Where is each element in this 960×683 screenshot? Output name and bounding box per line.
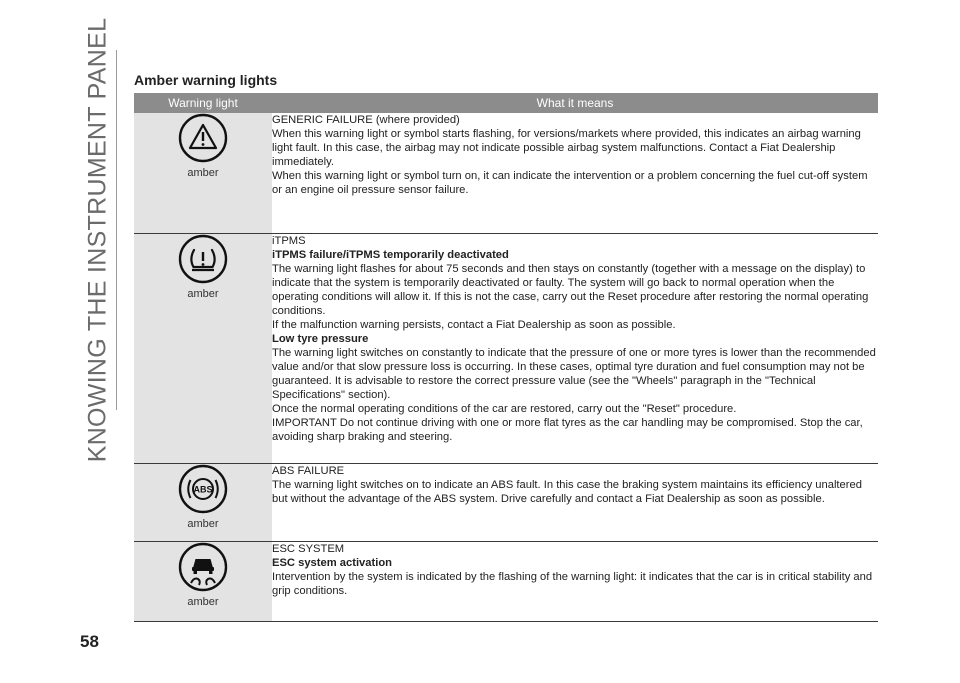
- triangle-warning-icon: [178, 113, 228, 163]
- table-row-itpms: [134, 233, 878, 463]
- icon-color-label: amber: [187, 167, 219, 179]
- tpms-icon: [178, 234, 228, 284]
- row-title: ESC SYSTEM: [272, 542, 345, 555]
- icon-color-label: amber: [187, 595, 219, 608]
- description-cell: [272, 463, 878, 541]
- icon-color-label: amber: [187, 517, 219, 530]
- row-text: IMPORTANT Do not continue driving with one or more flat tyres as the car handling may be compromised. Stop the car, avoiding sharp braking and steering.: [272, 416, 863, 443]
- row-text: When this warning light or symbol turn on, it can indicate the intervention or a problem concerning the fuel cut-off system or an engine oil pressure sensor failure.: [272, 170, 868, 196]
- icon-cell: [134, 113, 272, 233]
- table-row-esc-system: [134, 541, 878, 621]
- page-heading: Amber warning lights: [134, 72, 278, 88]
- page-number: 58: [80, 632, 99, 651]
- description-cell: [272, 541, 878, 621]
- column-header-meaning: What it means: [272, 93, 878, 113]
- row-text: When this warning light or symbol starts flashing, for versions/markets where provided, this indicates an airbag warning light fault. In this case, the airbag may not indicate possible airbag system malfunctions. Contact a Fiat Dealership immediately.: [272, 128, 861, 168]
- row-subtitle: ESC system activation: [272, 556, 393, 569]
- table-row-abs-failure: [134, 463, 878, 541]
- row-subtitle: iTPMS failure/iTPMS temporarily deactivated: [272, 248, 509, 261]
- icon-cell: [134, 233, 272, 463]
- abs-icon: [178, 464, 228, 514]
- description-cell: [272, 233, 878, 463]
- column-header-warning-light: Warning light: [134, 93, 272, 113]
- row-text: The warning light flashes for about 75 seconds and then stays on constantly (together with a message on the display) to indicate that the system is temporarily deactivated or faulty. The system will go back to normal operation when the operating conditions will allow it. If this is not the case, carry out the Reset procedure after restoring the normal operating conditions.: [272, 262, 869, 317]
- row-title: GENERIC FAILURE (where provided): [272, 114, 460, 126]
- description-cell: [272, 113, 878, 233]
- row-text: Intervention by the system is indicated by the flashing of the warning light: it indicates that the car is in critical stability and grip conditions.: [272, 570, 873, 597]
- section-side-title: [78, 17, 118, 463]
- icon-color-label: amber: [187, 287, 219, 300]
- table-header-row: [134, 93, 878, 113]
- abs-icon-text: ABS: [193, 484, 213, 494]
- section-side-title-text: KNOWING THE INSTRUMENT PANEL: [83, 17, 112, 463]
- section-side-rule: [116, 50, 117, 410]
- row-subtitle: Low tyre pressure: [272, 332, 369, 345]
- row-text: The warning light switches on to indicate an ABS fault. In this case the braking system maintains its efficiency unaltered but without the advantage of the ABS system. Drive carefully and contact a Fiat Dealership as soon as possible.: [272, 478, 862, 505]
- table-row-generic-failure: [134, 113, 878, 233]
- icon-cell: [134, 541, 272, 621]
- row-text: Once the normal operating conditions of the car are restored, carry out the "Reset" procedure.: [272, 402, 737, 415]
- warning-lights-table: [134, 93, 878, 622]
- row-title: ABS FAILURE: [272, 464, 345, 477]
- row-title: iTPMS: [272, 234, 306, 247]
- row-text: The warning light switches on constantly to indicate that the pressure of one or more tyres is lower than the recommended value and/or that slow pressure loss is occurring. In these cases, optimal tyre duration and fuel consumption may not be guaranteed. It is advisable to restore the correct pressure value (see the "Wheels" paragraph in the "Technical Specifications" section).: [272, 346, 876, 401]
- esc-skid-icon: [178, 542, 228, 592]
- row-text: If the malfunction warning persists, contact a Fiat Dealership as soon as possible.: [272, 318, 676, 331]
- icon-cell: [134, 463, 272, 541]
